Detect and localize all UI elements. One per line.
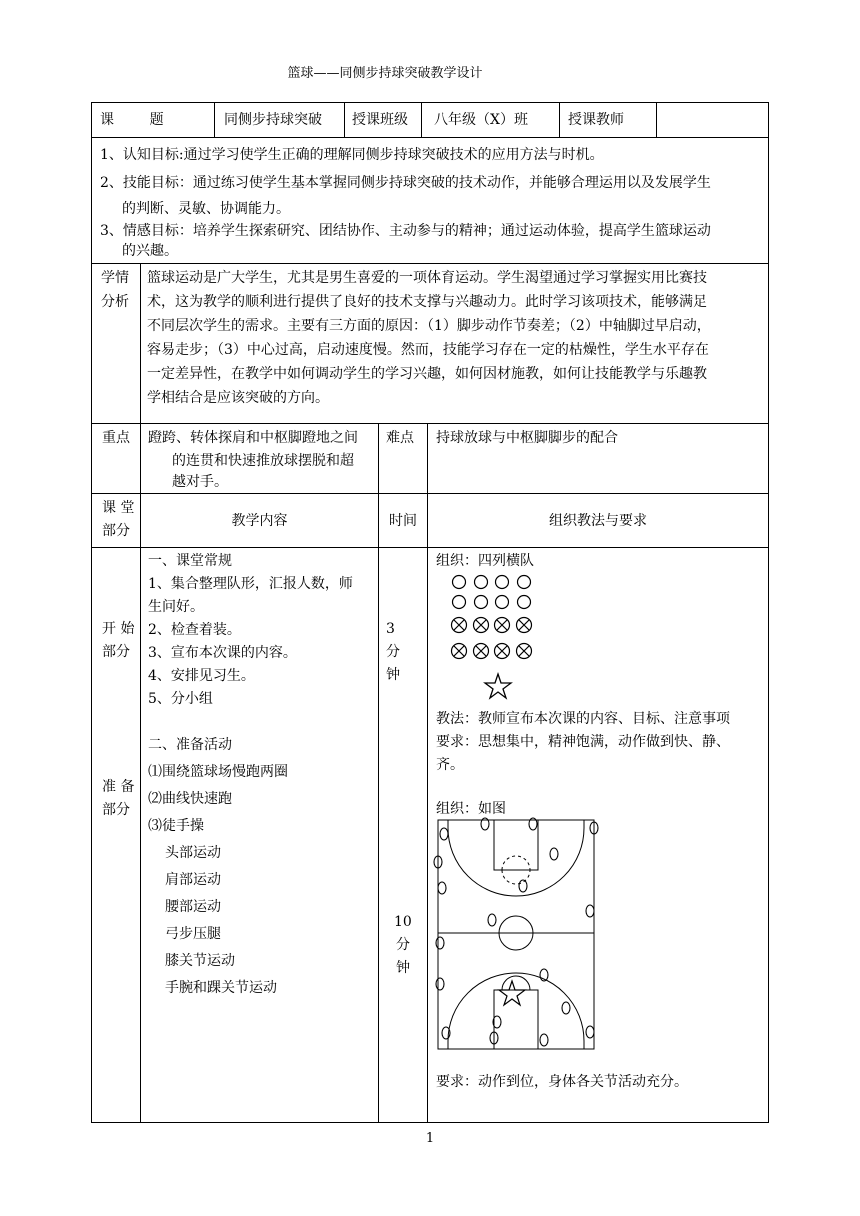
part-prep-label: 部分: [102, 802, 130, 818]
content-line: 3、宣布本次课的内容。: [148, 645, 297, 661]
exercise-item: 腰部运动: [165, 899, 221, 915]
topic-label: 课 题: [100, 112, 164, 128]
part-prep-label: 准 备: [102, 779, 135, 795]
difficulty-label: 难点: [386, 430, 414, 446]
time-start: 钟: [386, 667, 400, 683]
formation-diagram: [436, 570, 556, 700]
teacher-label: 授课教师: [568, 112, 624, 128]
analysis-label: 分析: [101, 294, 129, 310]
key-line: 越对手。: [172, 474, 228, 490]
content-line: 5、分小组: [148, 691, 213, 707]
objective-line: 的兴趣。: [122, 243, 178, 259]
col-part: 课 堂: [102, 500, 135, 516]
time-prep: 钟: [396, 960, 410, 976]
col-content: 教学内容: [231, 513, 288, 529]
method-org1: 组织：四列横队: [436, 553, 534, 569]
key-line: 的连贯和快速推放球摆脱和超: [172, 453, 354, 469]
objective-line: 的判断、灵敏、协调能力。: [122, 201, 290, 217]
court-diagram: [432, 812, 602, 1057]
time-start: 3: [386, 621, 395, 637]
analysis-line: 学相结合是应该突破的方向。: [147, 390, 329, 406]
part-start-label: 开 始: [102, 621, 135, 637]
method-req1: 要求：思想集中，精神饱满，动作做到快、静、: [436, 734, 730, 750]
exercise-item: 弓步压腿: [165, 926, 221, 942]
analysis-line: 一定差异性，在教学中如何调动学生的学习兴趣，如何因材施教，如何让技能教学与乐趣教: [147, 366, 707, 382]
class-label: 授课班级: [352, 112, 408, 128]
difficulty-text: 持球放球与中枢脚脚步的配合: [436, 430, 618, 446]
content-line: 二、准备活动: [148, 737, 232, 753]
key-label: 重点: [102, 430, 130, 446]
part-start-label: 部分: [102, 644, 130, 660]
exercise-item: 肩部运动: [165, 872, 221, 888]
content-line: ⑶徒手操: [148, 818, 204, 834]
col-method: 组织教法与要求: [549, 513, 647, 529]
method-org2: 组织：如图: [436, 801, 506, 817]
class-value: 八年级（X）班: [434, 112, 528, 128]
objective-line: 3、情感目标：培养学生探索研究、团结协作、主动参与的精神；通过运动体验，提高学生篮球运动: [100, 223, 711, 239]
content-line: 1、集合整理队形，汇报人数，师: [148, 576, 353, 592]
col-part: 部分: [102, 523, 130, 539]
analysis-line: 不同层次学生的需求。主要有三方面的原因：（1）脚步动作节奏差；（2）中轴脚过早启动，: [147, 318, 711, 334]
topic-value: 同侧步持球突破: [224, 112, 322, 128]
analysis-line: 篮球运动是广大学生，尤其是男生喜爱的一项体育运动。学生渴望通过学习掌握实用比赛技: [147, 270, 707, 286]
objective-line: 2、技能目标：通过练习使学生基本掌握同侧步持球突破的技术动作，并能够合理运用以及发展学生: [100, 175, 711, 191]
content-line: ⑵曲线快速跑: [148, 791, 232, 807]
analysis-line: 术，这为教学的顺利进行提供了良好的技术支撑与兴趣动力。此时学习该项技术，能够满足: [147, 294, 707, 310]
content-line: 一、课堂常规: [148, 553, 232, 569]
time-start: 分: [386, 644, 400, 660]
exercise-item: 手腕和踝关节运动: [165, 980, 277, 996]
content-line: 4、安排见习生。: [148, 668, 255, 684]
exercise-item: 头部运动: [165, 845, 221, 861]
content-line: ⑴围绕篮球场慢跑两圈: [148, 764, 288, 780]
method-teach: 教法：教师宣布本次课的内容、目标、注意事项: [436, 711, 730, 727]
exercise-item: 膝关节运动: [165, 953, 235, 969]
content-line: 2、检查着装。: [148, 622, 241, 638]
time-prep: 分: [396, 937, 410, 953]
col-time: 时间: [389, 513, 417, 529]
method-req1: 齐。: [436, 757, 464, 773]
time-prep: 10: [394, 914, 412, 930]
analysis-line: 容易走步；（3）中心过高，启动速度慢。然而，技能学习存在一定的枯燥性，学生水平存在: [147, 342, 709, 358]
key-line: 蹬跨、转体探肩和中枢脚蹬地之间: [148, 430, 358, 446]
analysis-label: 学情: [101, 270, 129, 286]
objective-line: 1、认知目标:通过学习使学生正确的理解同侧步持球突破技术的应用方法与时机。: [100, 147, 604, 163]
page-number: 1: [425, 1131, 435, 1146]
document-title: 篮球——同侧步持球突破教学设计: [287, 66, 483, 81]
method-req2: 要求：动作到位，身体各关节活动充分。: [436, 1074, 688, 1090]
content-line: 生问好。: [148, 599, 204, 615]
